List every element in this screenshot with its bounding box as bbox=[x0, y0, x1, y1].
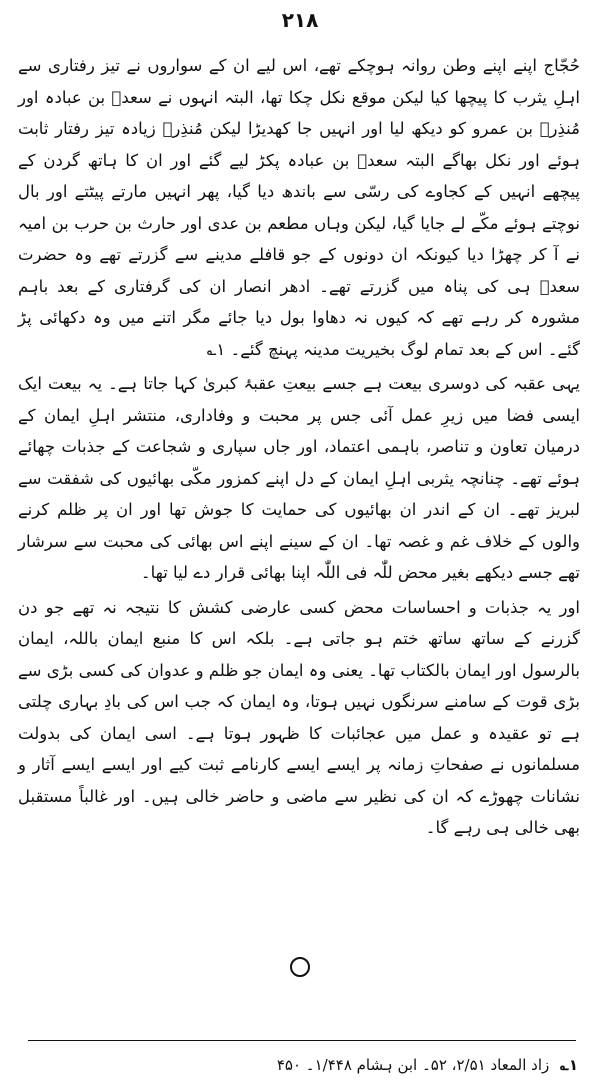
paragraph-2: یہی عقبہ کی دوسری بیعت ہے جسے بیعتِ عقبۂ کبریٰ کہا جاتا ہے۔ یہ بیعت ایک ایسی فضا میں زیرِ عمل آئی جس پر محبت و وفاداری، منتشر اہلِ ایمان کے درمیان تعاون و تناصر، باہمی اعتماد، اور جاں سپاری و شجاعت کے جذبات چھائے ہوئے تھے۔ چنانچہ یثربی اہلِ ایمان کے دل اپنے کمزور مکّی بھائیوں کی شفقت سے لبریز تھے۔ ان کے اندر ان بھائیوں کی حمایت کا جوش تھا اور ان پر ظلم کرنے والوں کے خلاف غم و غصہ تھا۔ ان کے سینے اپنے اس بھائی کی محبت سے سرشار تھے جسے دیکھے بغیر محض للّٰہ فی اللّٰہ اپنا بھائی قرار دے لیا تھا۔ bbox=[18, 374, 580, 582]
paragraph-3: اور یہ جذبات و احساسات محض کسی عارضی کشش کا نتیجہ نہ تھے جو دن گزرنے کے ساتھ ساتھ ختم ہو جاتی ہے۔ بلکہ اس کا منبع ایمان باللہ، ایمان بالرسول اور ایمان بالکتاب تھا۔ یعنی وہ ایمان جو ظلم و عدوان کی کسی بڑی سے بڑی قوت کے سامنے سرنگوں نہیں ہوتا، وہ ایمان کہ جب اس کی بادِ بہاری چلتی ہے تو عقیدہ و عمل میں عجائبات کا ظہور ہوتا ہے۔ اسی ایمان کی بدولت مسلمانوں نے صفحاتِ زمانہ پر ایسے ایسے کارنامے ثبت کیے اور ایسے ایسے آثار و نشانات چھوڑے کہ ان کی نظیر سے ماضی و حاضر خالی ہیں۔ اور غالباً مستقبل بھی خالی ہی رہے گا۔ bbox=[18, 597, 580, 837]
section-end-circle-icon bbox=[290, 957, 310, 977]
footnote bbox=[200, 1052, 578, 1078]
paragraph-1: حُجّاج اپنے اپنے وطن روانہ ہوچکے تھے، اس لیے ان کے سواروں نے تیز رفتاری سے اہلِ یثرب کا پیچھا کیا لیکن موقع نکل چکا تھا، البتہ انہوں نے سعدؓ بن عبادہ اور مُنذِرؓ بن عمرو کو دیکھ لیا اور انہیں جا کھدیڑا لیکن مُنذِرؓ زیادہ تیز رفتار ثابت ہوئے اور نکل بھاگے البتہ سعدؓ بن عبادہ پکڑ لیے گئے اور ان کا ہاتھ گردن کے پیچھے انہیں کے کجاوے کی رسّی سے باندھ دیا گیا، پھر انہیں مارتے پیٹتے اور بال نوچتے ہوئے مکّے لے جایا گیا، لیکن وہاں مطعم بن عدی اور حارث بن حرب بن امیہ نے آ کر چھڑا دیا کیونکہ ان دونوں کے جو قافلے مدینے سے گزرتے تھے وہ حضرت سعدؓ ہی کی پناہ میں گزرتے تھے۔ ادھر انصار ان کی گرفتاری کے بعد باہم مشورہ کر رہے تھے کہ کیوں نہ دھاوا بول دیا جائے مگر اتنے میں وہ دکھائی پڑ گئے۔ اس کے بعد تمام لوگ بخیریت مدینہ پہنچ گئے۔ ۱؎ bbox=[18, 56, 580, 359]
footnote-marker: ۱؎ bbox=[560, 1056, 578, 1074]
body-text bbox=[18, 50, 580, 844]
footnote-divider bbox=[28, 1040, 576, 1041]
page-number: ۲۱۸ bbox=[281, 8, 319, 32]
footnote-text: زاد المعاد ۲/۵۱، ۵۲۔ ابن ہشام ۱/۴۴۸۔ ۴۵۰ bbox=[276, 1056, 550, 1074]
